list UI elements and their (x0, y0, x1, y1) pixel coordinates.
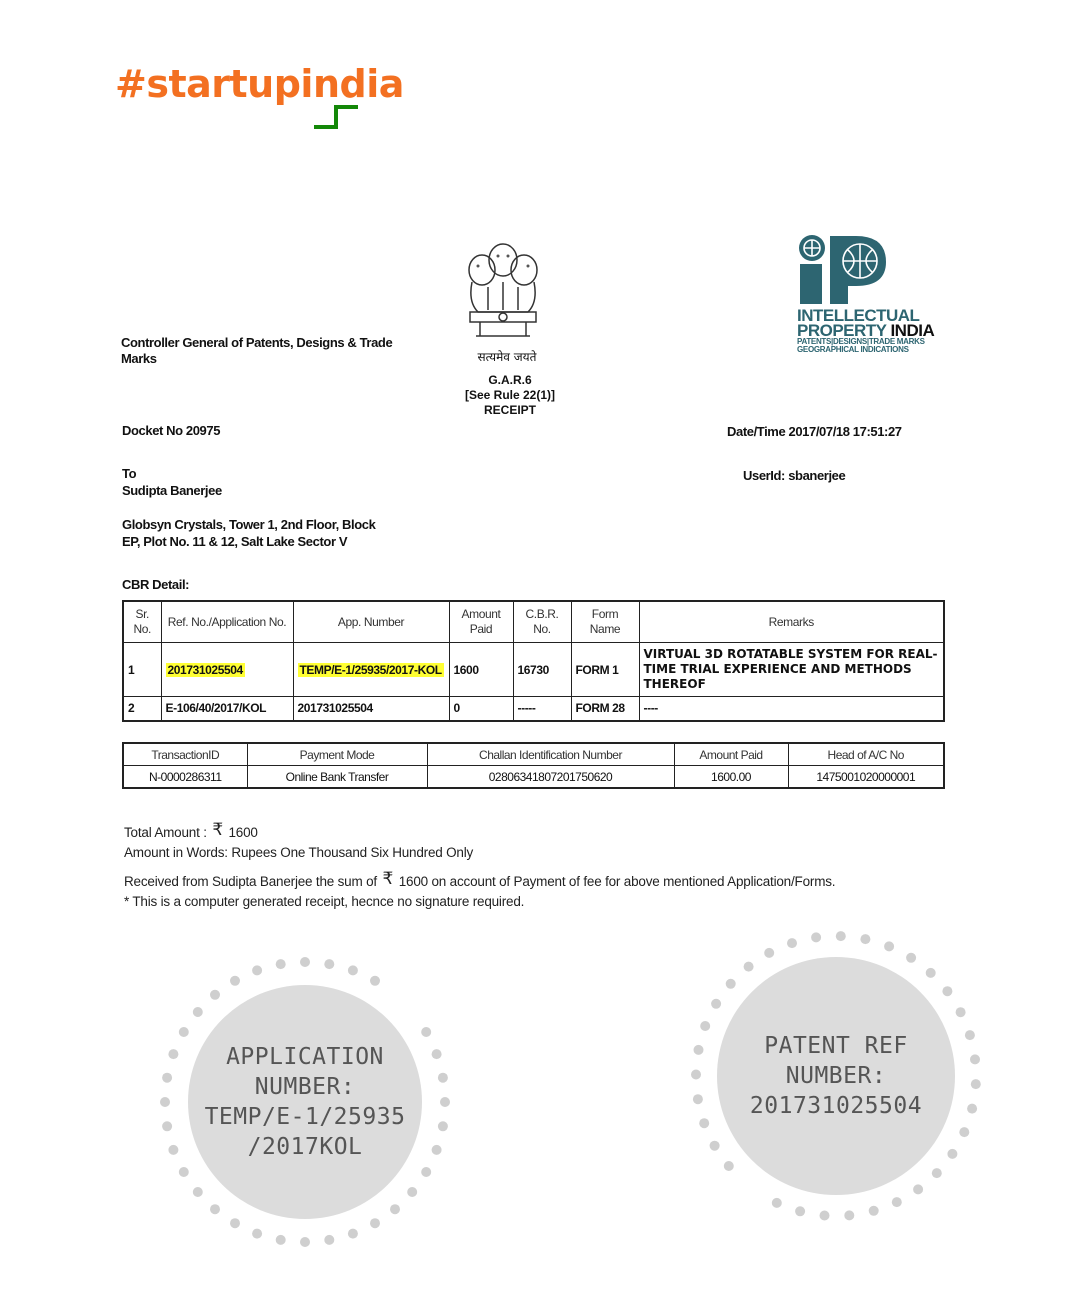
ring-dot (370, 1218, 380, 1228)
cell-app: 201731025504 (293, 697, 449, 721)
callout-app-line3: TEMP/E-1/25935 (204, 1104, 406, 1130)
ring-dot (432, 1145, 442, 1155)
ring-dot (965, 1030, 975, 1040)
cell-challan: 02806341807201750620 (427, 766, 674, 789)
ring-dot (438, 1121, 448, 1131)
cell-sr: 2 (123, 697, 161, 721)
date-time-value: 2017/07/18 17:51:27 (788, 424, 902, 439)
ring-dot (162, 1073, 172, 1083)
ring-dot (820, 1211, 830, 1221)
callout-app-line1: APPLICATION (226, 1044, 384, 1070)
ring-dot (959, 1127, 969, 1137)
ring-dot (971, 1079, 981, 1089)
ring-dot (168, 1049, 178, 1059)
ring-dot (179, 1167, 189, 1177)
amount-in-words: Amount in Words: Rupees One Thousand Six Hundred Only (124, 845, 474, 860)
ring-dot (252, 1229, 262, 1239)
ring-dot (324, 1235, 334, 1245)
ring-dot (726, 979, 736, 989)
ring-dot (193, 1187, 203, 1197)
ring-dot (967, 1104, 977, 1114)
ring-dot (892, 1197, 902, 1207)
ring-dot (432, 1049, 442, 1059)
received-suffix: on account of Payment of fee for above mentioned Application/Forms. (431, 874, 836, 889)
ring-dot (324, 959, 334, 969)
ring-dot (956, 1007, 966, 1017)
ring-dot (926, 968, 936, 978)
ring-dot (906, 953, 916, 963)
ring-dot (160, 1097, 170, 1107)
rupee-icon: ₹ (382, 869, 394, 888)
cell-cbr-no: 16730 (513, 643, 571, 697)
ring-dot (230, 976, 240, 986)
address-line-2: EP, Plot No. 11 & 12, Salt Lake Sector V (122, 534, 348, 549)
callout-app-line4: /2017KOL (247, 1134, 363, 1160)
header-remarks: Remarks (639, 601, 944, 643)
ipi-line-property: PROPERTY INDIA (797, 321, 935, 340)
ring-dot (724, 1161, 734, 1171)
ring-dot (947, 1149, 957, 1159)
ring-dot (711, 999, 721, 1009)
ring-dot (869, 1206, 879, 1216)
ring-dot (162, 1121, 172, 1131)
ring-dot (276, 1235, 286, 1245)
ring-dot (744, 962, 754, 972)
to-label: To (122, 466, 137, 481)
ring-dot (942, 986, 952, 996)
ring-dot (795, 1206, 805, 1216)
ring-dot (932, 1168, 942, 1178)
ring-dot (440, 1097, 450, 1107)
header-payment-mode: Payment Mode (247, 743, 427, 766)
document-type: RECEIPT (483, 403, 536, 417)
cell-remarks: VIRTUAL 3D ROTATABLE SYSTEM FOR REAL-TIME TRIAL EXPERIENCE AND METHODS THEREOF (639, 643, 944, 697)
callout-app-line2: NUMBER: (254, 1074, 356, 1100)
ring-dot (438, 1073, 448, 1083)
header-sr-no: Sr. No. (123, 601, 161, 643)
ring-dot (884, 941, 894, 951)
ring-dot (230, 1218, 240, 1228)
cell-amount: 1600.00 (674, 766, 788, 789)
ring-dot (210, 1204, 220, 1214)
received-amount: 1600 (398, 874, 428, 889)
ring-dot (407, 1187, 417, 1197)
patent-ref-callout (717, 957, 955, 1195)
received-prefix: Received from Sudipta Banerjee the sum of (124, 874, 377, 889)
ipi-line-gi: GEOGRAPHICAL INDICATIONS (797, 345, 909, 354)
ring-dot (699, 1118, 709, 1128)
highlighted-ref: 201731025504 (167, 662, 243, 677)
cell-remarks: ---- (639, 697, 944, 721)
total-label: Total Amount : (124, 825, 207, 840)
application-number-callout (188, 985, 422, 1219)
cell-head-ac: 1475001020000001 (788, 766, 944, 789)
header-cbr-no: C.B.R. No. (513, 601, 571, 643)
header-ref-no: Ref. No./Application No. (161, 601, 293, 643)
ring-dot (836, 931, 846, 941)
ring-dot (300, 1237, 310, 1247)
ring-dot (970, 1054, 980, 1064)
ring-dot (193, 1007, 203, 1017)
ring-dot (300, 957, 310, 967)
ring-dot (370, 976, 380, 986)
ring-dot (772, 1198, 782, 1208)
header-amount: Amount Paid (674, 743, 788, 766)
cell-sr: 1 (123, 643, 161, 697)
recipient-name: Sudipta Banerjee (122, 483, 222, 498)
ring-dot (390, 1204, 400, 1214)
highlighted-app-number: TEMP/E-1/25935/2017-KOL (299, 662, 442, 677)
ring-dot (421, 1027, 431, 1037)
ring-dot (348, 1229, 358, 1239)
callout-patent-line3: 201731025504 (749, 1093, 923, 1119)
user-id-value: sbanerjee (788, 468, 846, 483)
cell-transaction-id: N-0000286311 (123, 766, 247, 789)
cell-amount: 1600 (449, 643, 513, 697)
ipi-line-intellectual: INTELLECTUAL (797, 306, 920, 325)
ring-dot (787, 938, 797, 948)
ring-dot (693, 1094, 703, 1104)
address-line-1: Globsyn Crystals, Tower 1, 2nd Floor, Block (122, 517, 376, 532)
header-app-number: App. Number (293, 601, 449, 643)
header-amount-paid: Amount Paid (449, 601, 513, 643)
ring-dot (348, 965, 358, 975)
cell-form: FORM 28 (571, 697, 639, 721)
ring-dot (811, 932, 821, 942)
cell-form: FORM 1 (571, 643, 639, 697)
docket-number: Docket No 20975 (122, 423, 221, 438)
date-time-label: Date/Time (727, 424, 786, 439)
ipi-line-offices: PATENTS|DESIGNS|TRADE MARKS (797, 337, 925, 346)
rule-reference: [See Rule 22(1)] (464, 388, 556, 402)
cell-cbr-no: ----- (513, 697, 571, 721)
ring-dot (913, 1184, 923, 1194)
cell-payment-mode: Online Bank Transfer (247, 766, 427, 789)
ring-dot (276, 959, 286, 969)
cbr-title: CBR Detail: (122, 577, 190, 592)
cell-amount: 0 (449, 697, 513, 721)
ring-dot (860, 934, 870, 944)
emblem-motto: सत्यमेव जयते (477, 350, 537, 364)
startupindia-logo: #startupindia (115, 62, 404, 106)
ring-dot (710, 1141, 720, 1151)
ring-dot (764, 948, 774, 958)
callout-patent-line2: NUMBER: (785, 1063, 887, 1089)
ring-dot (700, 1021, 710, 1031)
ring-dot (421, 1167, 431, 1177)
ring-dot (179, 1027, 189, 1037)
callout-patent-line1: PATENT REF (764, 1033, 908, 1059)
computer-generated-note: * This is a computer generated receipt, hecnce no signature required. (124, 894, 525, 909)
header-challan: Challan Identification Number (427, 743, 674, 766)
user-id-label: UserId: (743, 468, 785, 483)
issuing-organization: Controller General of Patents, Designs & Trade Marks (121, 335, 393, 366)
cell-ref: E-106/40/2017/KOL (161, 697, 293, 721)
header-form-name: Form Name (571, 601, 639, 643)
ring-dot (694, 1045, 704, 1055)
ring-dot (691, 1070, 701, 1080)
form-code: G.A.R.6 (488, 373, 532, 387)
rupee-icon: ₹ (212, 820, 223, 839)
ring-dot (210, 990, 220, 1000)
header-head-ac: Head of A/C No (788, 743, 944, 766)
total-value: 1600 (228, 825, 258, 840)
header-transaction-id: TransactionID (123, 743, 247, 766)
ring-dot (844, 1210, 854, 1220)
ring-dot (252, 965, 262, 975)
ring-dot (168, 1145, 178, 1155)
